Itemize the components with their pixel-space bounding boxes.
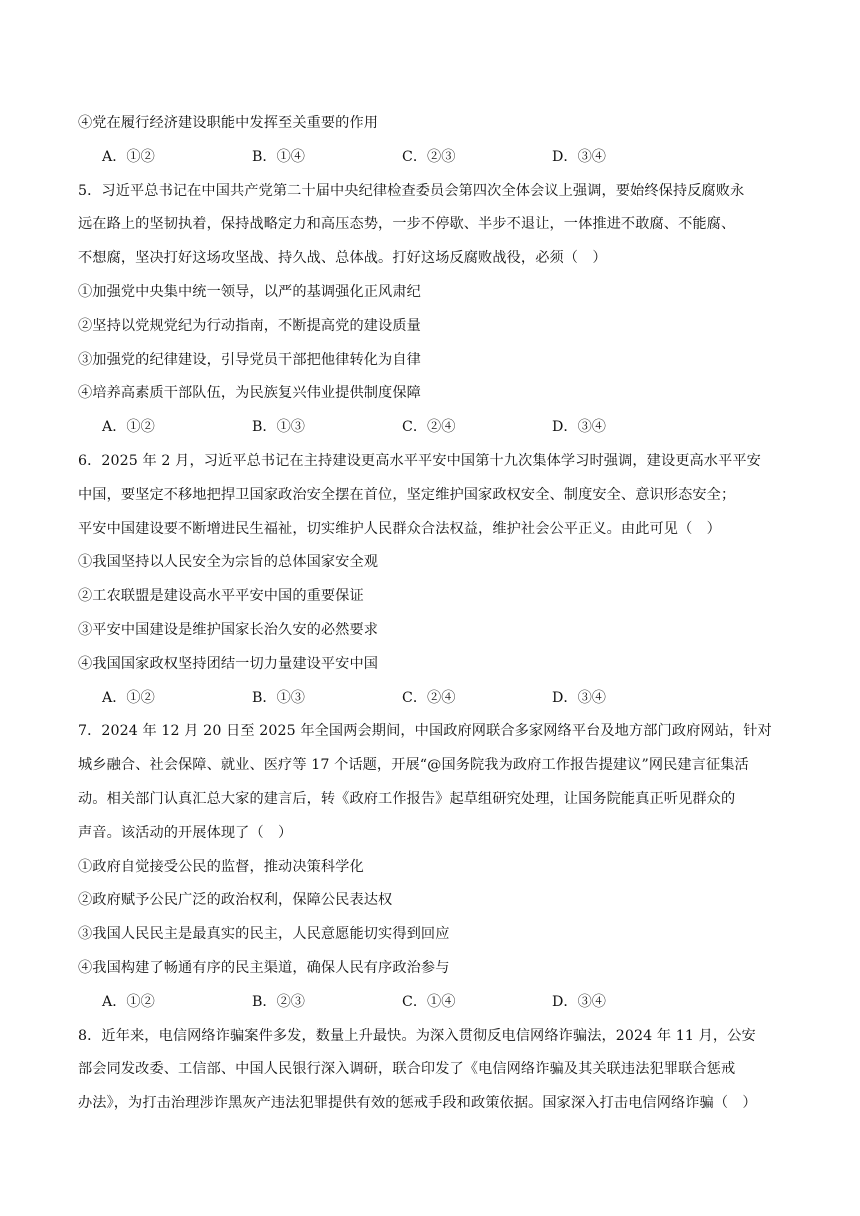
option-a[interactable]: A．①② — [102, 419, 155, 436]
question-stem-line: 远在路上的坚韧执着，保持战略定力和高压态势，一步不停歇、半步不退让，一体推进不敢腐、不能腐、 — [78, 216, 736, 233]
question-stem-line: 7．2024 年 12 月 20 日至 2025 年全国两会期间，中国政府网联合多家网络平台及地方部门政府网站，针对 — [78, 723, 772, 740]
option-d[interactable]: D．③④ — [552, 993, 606, 1010]
option-c[interactable]: C．①④ — [402, 993, 456, 1010]
question-stem-line: 8．近年来，电信网络诈骗案件多发，数量上升最快。为深入贯彻反电信网络诈骗法，2024 年 11 月，公安 — [78, 1027, 756, 1044]
answer-options — [78, 141, 784, 175]
question-stem-line: 中国，要坚定不移地把捍卫国家政治安全摆在首位，坚定维护国家政权安全、制度安全、意识形态安全； — [78, 486, 736, 503]
question-8 — [78, 1020, 784, 1121]
answer-options — [78, 986, 784, 1020]
question-stem-line: 动。相关部门认真汇总大家的建言后，转《政府工作报告》起草组研究处理，让国务院能真正听见群众的 — [78, 790, 736, 807]
option-b[interactable]: B．②③ — [252, 993, 305, 1010]
option-b[interactable]: B．①④ — [252, 148, 305, 165]
statement: ③加强党的纪律建设，引导党员干部把他律转化为自律 — [78, 351, 421, 368]
statement: ①加强党中央集中统一领导，以严的基调强化正风肃纪 — [78, 283, 421, 300]
option-b[interactable]: B．①③ — [252, 419, 305, 436]
question-stem-line: 部会同发改委、工信部、中国人民银行深入调研，联合印发了《电信网络诈骗及其关联违法犯罪联合惩戒 — [78, 1061, 736, 1078]
option-d[interactable]: D．③④ — [552, 148, 606, 165]
statement: ④培养高素质干部队伍，为民族复兴伟业提供制度保障 — [78, 385, 421, 402]
option-d[interactable]: D．③④ — [552, 419, 606, 436]
statement: ①政府自觉接受公民的监督，推动决策科学化 — [78, 858, 364, 875]
option-a[interactable]: A．①② — [102, 148, 155, 165]
answer-options — [78, 682, 784, 716]
question-stem-line: 平安中国建设要不断增进民生福祉，切实维护人民群众合法权益，维护社会公平正义。由此可见（ ） — [78, 520, 721, 537]
question-7 — [78, 715, 784, 1019]
option-b[interactable]: B．①③ — [252, 689, 305, 706]
question-stem-line: 不想腐，坚决打好这场攻坚战、持久战、总体战。打好这场反腐败战役，必须（ ） — [78, 250, 607, 267]
question-6 — [78, 445, 784, 715]
answer-options — [78, 411, 784, 445]
option-a[interactable]: A．①② — [102, 993, 155, 1010]
question-5 — [78, 175, 784, 445]
question-stem-line: 5．习近平总书记在中国共产党第二十届中央纪律检查委员会第四次全体会议上强调，要始终保持反腐败永 — [78, 182, 745, 199]
question-stem-line: 6．2025 年 2 月，习近平总书记在主持建设更高水平平安中国第十九次集体学习时强调，建设更高水平平安 — [78, 452, 761, 469]
statement: ①我国坚持以人民安全为宗旨的总体国家安全观 — [78, 554, 379, 571]
option-c[interactable]: C．②④ — [402, 419, 456, 436]
statement: ③我国人民民主是最真实的民主，人民意愿能切实得到回应 — [78, 926, 450, 943]
question-stem-line: 声音。该活动的开展体现了（ ） — [78, 824, 293, 841]
statement: ④我国国家政权坚持团结一切力量建设平安中国 — [78, 655, 379, 672]
statement: ②政府赋予公民广泛的政治权利，保障公民表达权 — [78, 892, 393, 909]
option-c[interactable]: C．②③ — [402, 148, 456, 165]
statement: ④党在履行经济建设职能中发挥至关重要的作用 — [78, 115, 379, 131]
question-stem-line: 办法》，为打击治理涉诈黑灰产违法犯罪提供有效的惩戒手段和政策依据。国家深入打击电信网络诈骗（ ） — [78, 1095, 757, 1112]
option-d[interactable]: D．③④ — [552, 689, 606, 706]
option-a[interactable]: A．①② — [102, 689, 155, 706]
statement: ③平安中国建设是维护国家长治久安的必然要求 — [78, 621, 379, 638]
question-stem-line: 城乡融合、社会保障、就业、医疗等 17 个话题，开展“@国务院我为政府工作报告提建议”网民建言征集活 — [78, 757, 749, 774]
statement: ②坚持以党规党纪为行动指南，不断提高党的建设质量 — [78, 317, 421, 334]
statement: ④我国构建了畅通有序的民主渠道，确保人民有序政治参与 — [78, 959, 450, 976]
document-page — [78, 107, 784, 1121]
option-c[interactable]: C．②④ — [402, 689, 456, 706]
statement: ②工农联盟是建设高水平平安中国的重要保证 — [78, 588, 364, 605]
question-4 — [78, 107, 784, 175]
